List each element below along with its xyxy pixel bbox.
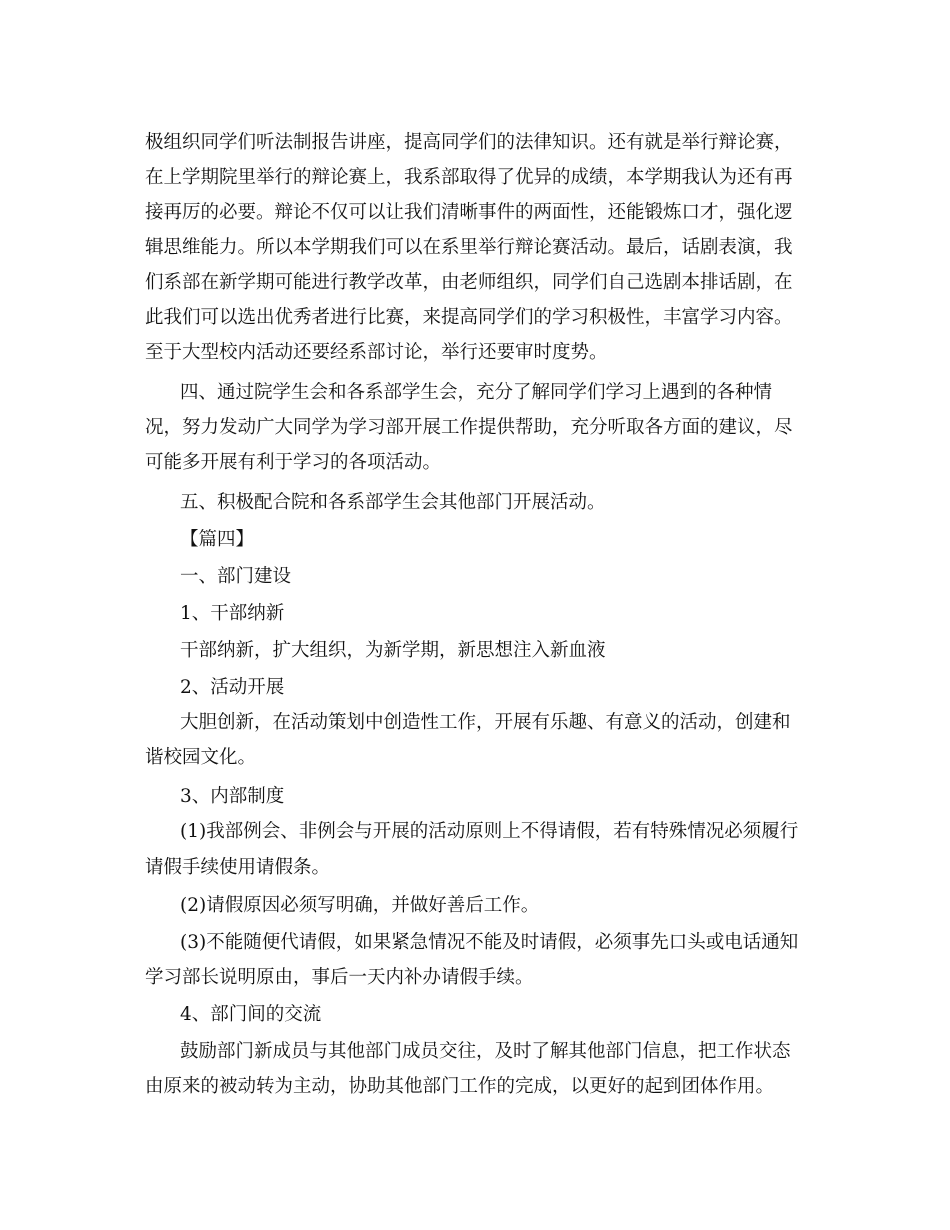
subheading: 3、内部制度 bbox=[180, 786, 285, 807]
subheading: 一、部门建设 bbox=[180, 566, 292, 587]
text-line: (3)不能随便代请假，如果紧急情况不能及时请假，必须事先口头或电话通知 bbox=[180, 932, 799, 953]
text-line: (2)请假原因必须写明确，并做好善后工作。 bbox=[180, 895, 540, 916]
text-line: 接再厉的必要。辩论不仅可以让我们清晰事件的两面性，还能锻炼口才，强化逻 bbox=[145, 202, 793, 223]
text-line: 此我们可以选出优秀者进行比赛，来提高同学们的学习积极性，丰富学习内容。 bbox=[145, 307, 793, 328]
text-line: 极组织同学们听法制报告讲座，提高同学们的法律知识。还有就是举行辩论赛， bbox=[145, 132, 793, 153]
text-line: 况，努力发动广大同学为学习部开展工作提供帮助，充分听取各方面的建议，尽 bbox=[145, 417, 793, 438]
text-line: 干部纳新，扩大组织，为新学期，新思想注入新血液 bbox=[180, 640, 606, 661]
text-line: 辑思维能力。所以本学期我们可以在系里举行辩论赛活动。最后，话剧表演，我 bbox=[145, 237, 793, 258]
section-heading: 【篇四】 bbox=[180, 529, 255, 550]
text-line: (1)我部例会、非例会与开展的活动原则上不得请假，若有特殊情况必须履行 bbox=[180, 821, 799, 842]
text-line: 可能多开展有利于学习的各项活动。 bbox=[145, 452, 442, 473]
text-line: 五、积极配合院和各系部学生会其他部门开展活动。 bbox=[180, 492, 606, 513]
text-line: 谐校园文化。 bbox=[145, 747, 257, 768]
text-line: 大胆创新，在活动策划中创造性工作，开展有乐趣、有意义的活动，创建和 bbox=[180, 712, 791, 733]
text-line: 请假手续使用请假条。 bbox=[145, 857, 331, 878]
subheading: 2、活动开展 bbox=[180, 677, 285, 698]
subheading: 1、干部纳新 bbox=[180, 603, 285, 624]
text-line: 四、通过院学生会和各系部学生会，充分了解同学们学习上遇到的各种情 bbox=[180, 382, 773, 403]
subheading: 4、部门间的交流 bbox=[180, 1004, 322, 1025]
text-line: 至于大型校内活动还要经系部讨论，举行还要审时度势。 bbox=[145, 342, 608, 363]
text-line: 鼓励部门新成员与其他部门成员交往，及时了解其他部门信息，把工作状态 bbox=[180, 1041, 791, 1062]
text-line: 学习部长说明原由，事后一天内补办请假手续。 bbox=[145, 967, 534, 988]
text-line: 在上学期院里举行的辩论赛上，我系部取得了优异的成绩，本学期我认为还有再 bbox=[145, 167, 793, 188]
text-line: 们系部在新学期可能进行教学改革，由老师组织，同学们自己选剧本排话剧，在 bbox=[145, 272, 793, 293]
text-line: 由原来的被动转为主动，协助其他部门工作的完成，以更好的起到团体作用。 bbox=[145, 1076, 775, 1097]
